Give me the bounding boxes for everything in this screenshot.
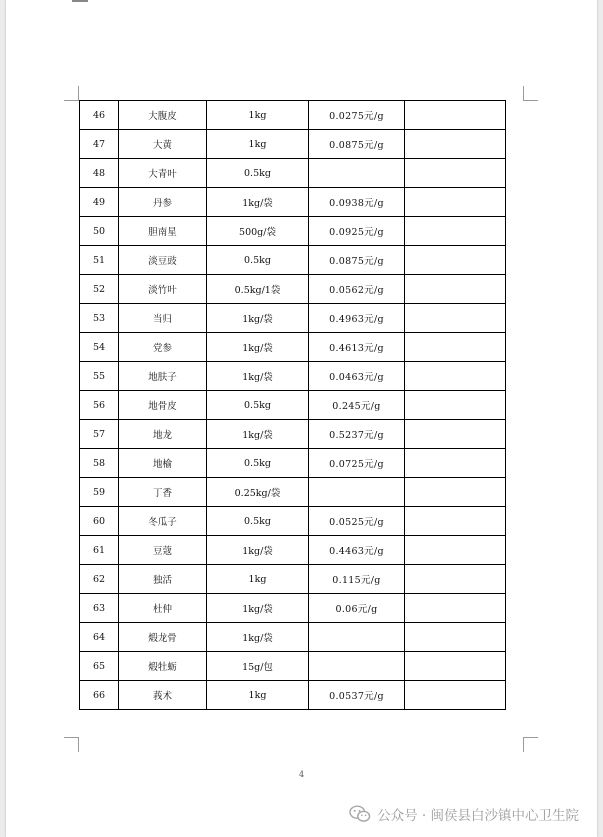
- row-number: 51: [80, 246, 119, 275]
- herb-spec: 1kg/袋: [207, 420, 309, 449]
- extra-cell: [405, 478, 506, 507]
- herb-spec: 1kg: [207, 681, 309, 710]
- herb-price: 0.0925元/g: [309, 217, 405, 246]
- herb-name: 独活: [119, 565, 207, 594]
- table-row: [80, 536, 506, 565]
- extra-cell: [405, 449, 506, 478]
- herb-price: 0.4613元/g: [309, 333, 405, 362]
- row-number: 49: [80, 188, 119, 217]
- row-number: 53: [80, 304, 119, 333]
- herb-spec: 1kg: [207, 101, 309, 130]
- extra-cell: [405, 623, 506, 652]
- herb-price: 0.115元/g: [309, 565, 405, 594]
- row-number: 58: [80, 449, 119, 478]
- herb-name: 莪术: [119, 681, 207, 710]
- herb-spec: 0.5kg: [207, 507, 309, 536]
- herb-spec: 1kg/袋: [207, 362, 309, 391]
- herb-price: [309, 159, 405, 188]
- herb-price: [309, 652, 405, 681]
- page-top-mark: [72, 0, 80, 2]
- herb-spec: 500g/袋: [207, 217, 309, 246]
- herb-name: 丁香: [119, 478, 207, 507]
- crop-mark-top-left: [64, 86, 79, 101]
- table-row: [80, 420, 506, 449]
- table-row: [80, 565, 506, 594]
- herb-price: 0.0525元/g: [309, 507, 405, 536]
- herb-name: 淡豆豉: [119, 246, 207, 275]
- herb-spec: 1kg: [207, 565, 309, 594]
- table-row: [80, 275, 506, 304]
- herb-name: 冬瓜子: [119, 507, 207, 536]
- herb-price: 0.0562元/g: [309, 275, 405, 304]
- table-row: [80, 362, 506, 391]
- crop-mark-bottom-right: [523, 737, 538, 752]
- extra-cell: [405, 565, 506, 594]
- extra-cell: [405, 681, 506, 710]
- herb-spec: 1kg/袋: [207, 304, 309, 333]
- table-row: [80, 391, 506, 420]
- row-number: 50: [80, 217, 119, 246]
- herb-spec: 1kg/袋: [207, 333, 309, 362]
- table-row: [80, 188, 506, 217]
- herb-price: 0.4463元/g: [309, 536, 405, 565]
- herb-name: 地榆: [119, 449, 207, 478]
- row-number: 54: [80, 333, 119, 362]
- herb-name: 煅龙骨: [119, 623, 207, 652]
- crop-mark-top-right: [523, 86, 538, 101]
- page-number: 4: [298, 770, 305, 779]
- table-row: [80, 478, 506, 507]
- herb-spec: 0.5kg: [207, 391, 309, 420]
- page-top-mark: [80, 0, 88, 2]
- table-row: [80, 304, 506, 333]
- row-number: 57: [80, 420, 119, 449]
- row-number: 56: [80, 391, 119, 420]
- extra-cell: [405, 362, 506, 391]
- table-row: [80, 159, 506, 188]
- table-row: [80, 333, 506, 362]
- row-number: 48: [80, 159, 119, 188]
- herb-spec: 1kg: [207, 130, 309, 159]
- herb-price: 0.0725元/g: [309, 449, 405, 478]
- herb-name: 党参: [119, 333, 207, 362]
- row-number: 46: [80, 101, 119, 130]
- table-row: [80, 594, 506, 623]
- herb-name: 大腹皮: [119, 101, 207, 130]
- row-number: 61: [80, 536, 119, 565]
- extra-cell: [405, 333, 506, 362]
- herb-spec: 0.5kg: [207, 449, 309, 478]
- herb-price: [309, 478, 405, 507]
- herb-spec: 0.5kg/1袋: [207, 275, 309, 304]
- herb-spec: 1kg/袋: [207, 594, 309, 623]
- extra-cell: [405, 391, 506, 420]
- table-row: [80, 246, 506, 275]
- table-row: [80, 507, 506, 536]
- herb-price-table: [79, 100, 506, 710]
- table-row: [80, 681, 506, 710]
- table-row: [80, 130, 506, 159]
- extra-cell: [405, 536, 506, 565]
- extra-cell: [405, 217, 506, 246]
- herb-name: 豆蔻: [119, 536, 207, 565]
- row-number: 60: [80, 507, 119, 536]
- herb-price: 0.0938元/g: [309, 188, 405, 217]
- herb-spec: 1kg/袋: [207, 188, 309, 217]
- herb-spec: 0.5kg: [207, 246, 309, 275]
- extra-cell: [405, 304, 506, 333]
- herb-name: 丹参: [119, 188, 207, 217]
- table-row: [80, 449, 506, 478]
- row-number: 65: [80, 652, 119, 681]
- watermark-text: 公众号 · 闽侯县白沙镇中心卫生院: [377, 808, 579, 824]
- herb-name: 地龙: [119, 420, 207, 449]
- herb-price: 0.0875元/g: [309, 130, 405, 159]
- herb-name: 煅牡蛎: [119, 652, 207, 681]
- extra-cell: [405, 159, 506, 188]
- extra-cell: [405, 188, 506, 217]
- table-row: [80, 217, 506, 246]
- row-number: 63: [80, 594, 119, 623]
- extra-cell: [405, 130, 506, 159]
- row-number: 64: [80, 623, 119, 652]
- extra-cell: [405, 594, 506, 623]
- row-number: 47: [80, 130, 119, 159]
- herb-price: 0.0463元/g: [309, 362, 405, 391]
- extra-cell: [405, 101, 506, 130]
- herb-price: 0.0275元/g: [309, 101, 405, 130]
- herb-price: 0.245元/g: [309, 391, 405, 420]
- table-row: [80, 101, 506, 130]
- extra-cell: [405, 652, 506, 681]
- crop-mark-bottom-left: [64, 737, 79, 752]
- extra-cell: [405, 420, 506, 449]
- herb-name: 大黄: [119, 130, 207, 159]
- herb-price: 0.0537元/g: [309, 681, 405, 710]
- herb-name: 地骨皮: [119, 391, 207, 420]
- herb-price: 0.4963元/g: [309, 304, 405, 333]
- watermark: [349, 803, 579, 825]
- row-number: 59: [80, 478, 119, 507]
- row-number: 66: [80, 681, 119, 710]
- herb-price: 0.06元/g: [309, 594, 405, 623]
- herb-spec: 1kg/袋: [207, 536, 309, 565]
- row-number: 62: [80, 565, 119, 594]
- herb-name: 当归: [119, 304, 207, 333]
- document-page: [6, 0, 597, 837]
- row-number: 55: [80, 362, 119, 391]
- extra-cell: [405, 246, 506, 275]
- row-number: 52: [80, 275, 119, 304]
- herb-name: 地肤子: [119, 362, 207, 391]
- herb-name: 淡竹叶: [119, 275, 207, 304]
- table-row: [80, 652, 506, 681]
- herb-spec: 1kg/袋: [207, 623, 309, 652]
- table-row: [80, 623, 506, 652]
- extra-cell: [405, 507, 506, 536]
- herb-spec: 0.25kg/袋: [207, 478, 309, 507]
- herb-price: [309, 623, 405, 652]
- herb-price: 0.0875元/g: [309, 246, 405, 275]
- herb-name: 胆南星: [119, 217, 207, 246]
- herb-spec: 15g/包: [207, 652, 309, 681]
- extra-cell: [405, 275, 506, 304]
- herb-name: 杜仲: [119, 594, 207, 623]
- herb-price: 0.5237元/g: [309, 420, 405, 449]
- wechat-icon: [349, 804, 371, 824]
- herb-name: 大青叶: [119, 159, 207, 188]
- herb-spec: 0.5kg: [207, 159, 309, 188]
